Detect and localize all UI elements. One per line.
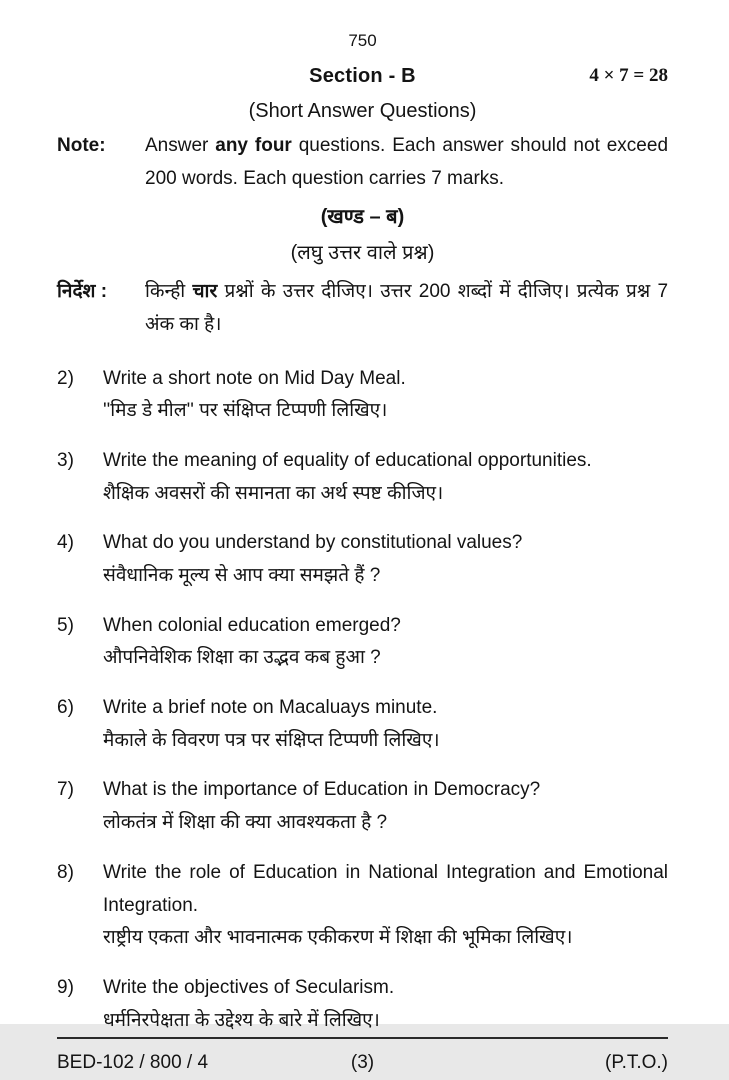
question-body: [103, 692, 668, 757]
question-text-hi: शैक्षिक अवसरों की समानता का अर्थ स्पष्ट कीजिए।: [103, 482, 444, 504]
note-label: Note:: [57, 135, 106, 157]
question-body: [103, 445, 668, 510]
page-footer: [57, 1037, 668, 1080]
question-text-en: Write a brief note on Macaluays minute.: [103, 697, 438, 719]
question-number: 5): [57, 614, 74, 636]
paper-code: BED-102 / 800 / 4: [57, 1052, 209, 1074]
section-header: [57, 59, 668, 94]
question-body: [103, 610, 668, 675]
question-text-hi: औपनिवेशिक शिक्षा का उद्भव कब हुआ ?: [103, 647, 381, 669]
question-9: [57, 972, 668, 1037]
question-text-hi: लोकतंत्र में शिक्षा की क्या आवश्यकता है ?: [103, 812, 388, 834]
question-number: 4): [57, 532, 74, 554]
question-number: 9): [57, 976, 74, 998]
nirdesh-text-post: प्रश्नों के उत्तर दीजिए। उत्तर 200 शब्दों में दीजिए। प्रत्येक प्रश्न 7 अंक का है।: [145, 281, 669, 336]
question-4: [57, 527, 668, 592]
question-text-en: Write the meaning of equality of educational opportunities.: [103, 450, 592, 472]
question-text-en: What is the importance of Education in Democracy?: [103, 779, 541, 801]
question-2: [57, 363, 668, 428]
note-text-bold: any four: [215, 135, 292, 157]
question-number: 2): [57, 367, 74, 389]
nirdesh-text-bold: चार: [192, 281, 218, 303]
note-text-post: questions. Each answer should not exceed 200 words. Each question carries 7 marks.: [145, 135, 669, 189]
page-number: 750: [348, 31, 377, 50]
hindi-section-title: (खण्ड – ब): [320, 205, 405, 228]
question-text-hi: धर्मनिरपेक्षता के उद्देश्य के बारे में लिखिए।: [103, 1009, 380, 1031]
question-body: [103, 527, 668, 592]
nirdesh-text-pre: किन्ही: [145, 281, 193, 303]
question-text-hi: संवैधानिक मूल्य से आप क्या समझते हैं ?: [103, 565, 381, 587]
nirdesh-text: [145, 276, 668, 341]
nirdesh-label: निर्देश :: [57, 281, 108, 303]
question-number: 3): [57, 450, 74, 472]
section-title: Section - B: [309, 65, 416, 88]
question-body: [103, 363, 668, 428]
question-body: [103, 972, 668, 1037]
footer-page-number: (3): [350, 1052, 375, 1074]
question-text-en: Write the objectives of Secularism.: [103, 976, 395, 998]
question-text-en: Write the role of Education in National Integration and Emotional Integration.: [103, 861, 668, 916]
question-number: 7): [57, 779, 74, 801]
nirdesh-block: [57, 276, 668, 341]
note-text-pre: Answer: [145, 135, 216, 157]
question-7: [57, 774, 668, 839]
question-list: [57, 346, 668, 1037]
question-text-en: Write a short note on Mid Day Meal.: [103, 367, 406, 389]
section-marks: 4 × 7 = 28: [589, 65, 668, 87]
question-body: [103, 857, 668, 955]
question-5: [57, 610, 668, 675]
question-text-hi: मैकाले के विवरण पत्र पर संक्षिप्त टिप्पणी लिखिए।: [103, 729, 440, 751]
question-8: [57, 857, 668, 955]
question-text-en: What do you understand by constitutional values?: [103, 532, 523, 554]
note-block: [57, 130, 668, 195]
question-body: [103, 774, 668, 839]
section-subtitle: (Short Answer Questions): [248, 99, 477, 122]
question-number: 8): [57, 861, 74, 883]
hindi-section-subtitle: (लघु उत्तर वाले प्रश्न): [290, 242, 435, 265]
question-text-hi: ''मिड डे मील'' पर संक्षिप्त टिप्पणी लिखिए।: [103, 400, 388, 422]
question-text-hi: राष्ट्रीय एकता और भावनात्मक एकीकरण में शिक्षा की भूमिका लिखिए।: [103, 927, 573, 949]
note-text: [145, 130, 668, 195]
question-6: [57, 692, 668, 757]
question-text-en: When colonial education emerged?: [103, 614, 401, 636]
question-number: 6): [57, 697, 74, 719]
question-3: [57, 445, 668, 510]
pto-label: (P.T.O.): [605, 1052, 669, 1074]
